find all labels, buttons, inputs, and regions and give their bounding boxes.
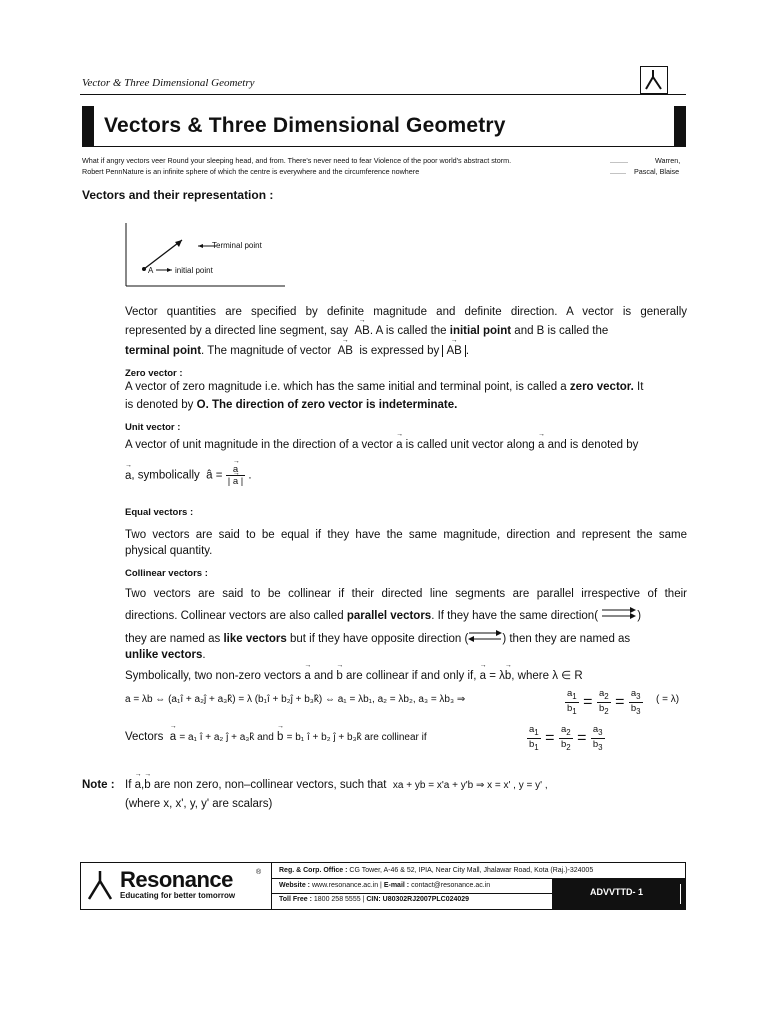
footer-logo-icon: [86, 869, 114, 906]
intro-line-1: Vector quantities are specified by definite magnitude and definite direction. A vector is generally: [125, 306, 687, 318]
section-heading: Vectors and their representation :: [82, 188, 274, 202]
terminal-point-term: terminal point: [125, 345, 202, 357]
unlike-arrows-icon: [468, 630, 502, 642]
equal-vectors-heading: Equal vectors :: [125, 507, 194, 518]
initial-point-label: initial point: [175, 266, 213, 275]
unit-vector-heading: Unit vector :: [125, 422, 181, 433]
collinear-equation: a = λb ⇔ (a₁î + a₂ĵ + a₃k̂) = λ (b₁î + b₂ĵ + b₃k̂) ⇔ a₁ = λb₁, a₂ = λb₂, a₃ = λb₃ ⇒: [125, 694, 466, 705]
quote-1-author: Warren,: [655, 156, 681, 165]
unit-line-2: → a, symbolically â = → $\frac{a}{| \to a |}$ .: [125, 464, 252, 487]
registered-mark: ®: [256, 869, 262, 876]
resonance-logo-icon: [640, 66, 668, 94]
collinear-line-4: unlike vectors.: [125, 649, 206, 661]
header-rule: [80, 94, 686, 95]
quote-2-text: Robert PennNature is an infinite sphere of which the centre is everywhere and the circumference nowhere: [82, 167, 420, 176]
point-a-label: A: [148, 266, 154, 275]
quote-1-dots: .........: [610, 156, 628, 165]
zero-vector-heading: Zero vector :: [125, 368, 183, 379]
collinear-line-2: directions. Collinear vectors are also called parallel vectors. If they have the same direction( ): [125, 607, 641, 622]
like-arrows-icon: [601, 607, 637, 619]
vectors-condition-line: Vectors → a = a₁ î + a₂ ĵ + a₃k̂ and → b = b₁ î + b₂ ĵ + b₃k̂ are collinear if: [125, 731, 427, 743]
symbolic-line: Symbolically, two non-zero vectors → a and → b are collinear if and only if, → a = λ→ b, where λ ∈ R: [125, 668, 583, 682]
zero-line-2: is denoted by O. The direction of zero vector is indeterminate.: [125, 399, 458, 411]
footer-tagline: Educating for better tomorrow: [120, 891, 236, 900]
collinear-line-1: Two vectors are said to be collinear if their directed line segments are parallel irrespective of their: [125, 588, 687, 600]
lambda-note: ( = λ): [656, 694, 680, 705]
note-line-1: If → a,→ b are non zero, non–collinear vectors, such that xa + yb = x'a + y'b ⇒ x = x' , y = y' ,: [125, 779, 548, 791]
condition-fractions: $\frac{a_1}{b_1}$ = $\frac{a_2}{b_2}$ = $\frac{a_3}{b_3}$: [529, 724, 603, 752]
initial-point-term: initial point: [449, 325, 512, 337]
quote-2-author: Pascal, Blaise: [634, 167, 680, 176]
footer-brand: Resonance: [120, 867, 233, 892]
terminal-point-label: Terminal point: [212, 241, 262, 250]
equal-line-1: Two vectors are said to be equal if they have the same magnitude, direction and represent the same: [125, 529, 687, 541]
quote-1-text: What if angry vectors veer Round your sleeping head, and from. There's never need to fear Violence of the poor world's abstract storm.: [82, 156, 512, 165]
email-link[interactable]: contact@resonance.ac.in: [411, 882, 491, 889]
title-bar-left: [82, 106, 94, 146]
website-link[interactable]: www.resonance.ac.in: [311, 882, 379, 889]
note-label: Note :: [82, 779, 115, 791]
unit-vector-fraction: → $\frac{a}{| \to a |}$: [226, 464, 246, 487]
vector-figure: [120, 220, 290, 290]
footer-tollfree: Toll Free : 1800 258 5555 | CIN: U80302RJ2007PLC024029: [279, 896, 470, 903]
quote-2-dots: ........: [610, 167, 626, 176]
note-line-2: (where x, x', y, y' are scalars): [125, 798, 273, 810]
zero-line-1: A vector of zero magnitude i.e. which has the same initial and terminal point, is called a zero vector. It: [125, 381, 644, 393]
intro-line-2: represented by a directed line segment, say → AB. A is called the initial point and B is called the: [125, 325, 608, 337]
unit-line-1: A vector of unit magnitude in the direction of a vector → a is called unit vector along → a and is denoted by: [125, 439, 638, 451]
collinear-vectors-heading: Collinear vectors :: [125, 568, 208, 579]
footer-web: Website : www.resonance.ac.in | E-mail : contact@resonance.ac.in: [279, 882, 491, 889]
intro-line-3: terminal point. The magnitude of vector → AB is expressed by → AB .: [125, 345, 469, 357]
footer-office: Reg. & Corp. Office : CG Tower, A-46 & 52, IPIA, Near City Mall, Jhalawar Road, Kota (Raj.)-324005: [279, 867, 594, 874]
ratio-fractions: $\frac{a_1}{b_1}$ = $\frac{a_2}{b_2}$ = $\frac{a_3}{b_3}$: [567, 688, 641, 716]
vector-ab: → AB: [355, 325, 370, 337]
section-label: Vector & Three Dimensional Geometry: [82, 77, 255, 89]
page-code: ADVVTTD- 1: [590, 887, 644, 897]
page-title: Vectors & Three Dimensional Geometry: [104, 114, 506, 137]
collinear-line-3: they are named as like vectors but if they have opposite direction ( ) then they are named as: [125, 630, 630, 645]
title-bar-right: [674, 106, 686, 146]
equal-line-2: physical quantity.: [125, 545, 213, 557]
